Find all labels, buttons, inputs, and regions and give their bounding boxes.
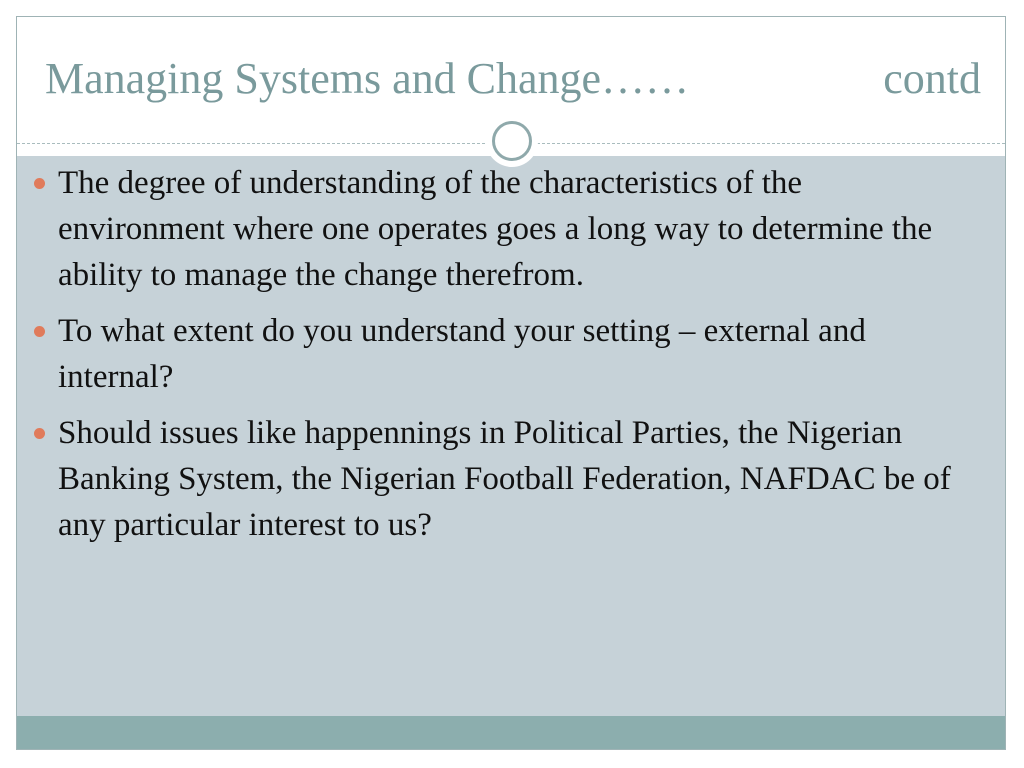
bullet-dot-icon [34,178,45,189]
bullet-text: To what extent do you understand your setting – external and internal? [58,313,866,395]
bullet-item [58,410,958,548]
bullet-list [58,160,958,558]
bullet-text: The degree of understanding of the characteristics of the environment where one operates goes a long way to determine the ability to manage the change therefrom. [58,165,933,293]
bullet-dot-icon [34,428,45,439]
bullet-item [58,160,958,298]
bullet-text: Should issues like happennings in Political Parties, the Nigerian Banking System, the Nigerian Football Federation, NAFDAC be of any particular interest to us? [58,415,951,543]
slide-title-text: Managing Systems and Change…… [45,54,690,103]
bullet-item [58,308,958,400]
slide-title [45,53,981,105]
ring-icon [492,121,532,161]
footer-bar [17,716,1005,750]
slide-title-suffix: contd [883,54,981,103]
bullet-dot-icon [34,326,45,337]
